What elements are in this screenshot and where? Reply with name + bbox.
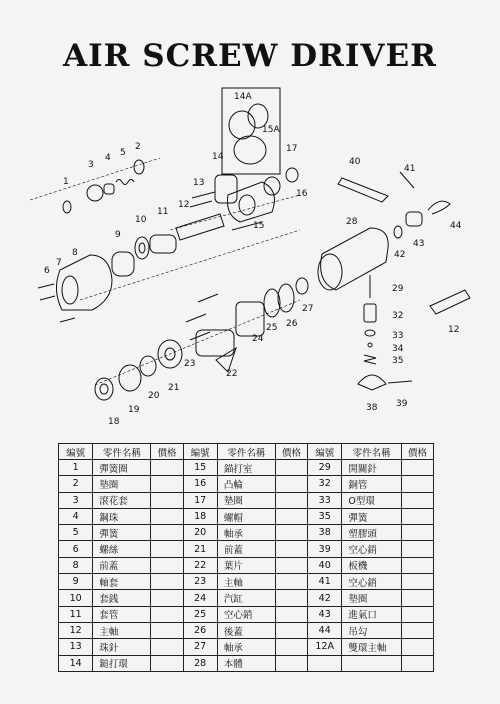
part-no: 38 [308, 525, 342, 541]
callout-5: 5 [120, 148, 126, 158]
part-name: 雙環主軸 [342, 639, 402, 655]
part-price [401, 476, 433, 492]
part-name: 吊勾 [342, 622, 402, 638]
part-name: 開關針 [342, 460, 402, 476]
part-name: 空心銷 [342, 574, 402, 590]
part-price [151, 460, 183, 476]
part-name: 汽缸 [217, 590, 275, 606]
part-name: 套管 [93, 606, 151, 622]
part-no: 3 [59, 492, 93, 508]
part-name [342, 655, 402, 671]
callout-42: 42 [394, 250, 406, 260]
callout-34: 34 [392, 344, 404, 354]
part-name: 鎚打環 [93, 655, 151, 671]
part-name: 軸套 [93, 574, 151, 590]
callout-25: 25 [266, 323, 278, 333]
callout-14: 14 [212, 152, 224, 162]
part-14 [215, 175, 237, 203]
part-no: 35 [308, 508, 342, 524]
callout-40: 40 [349, 157, 361, 167]
part-17 [286, 168, 298, 182]
part-price [276, 525, 308, 541]
callout-26: 26 [286, 319, 298, 329]
callout-11: 11 [157, 207, 169, 217]
callout-12: 12 [178, 200, 190, 210]
part-20 [140, 356, 156, 376]
header-price-2: 價格 [276, 444, 308, 460]
part-name: 板機 [342, 557, 402, 573]
part-12 [176, 214, 224, 240]
part-price [151, 655, 183, 671]
part-name: O型環 [342, 492, 402, 508]
callout-27: 27 [302, 304, 314, 314]
callout-35: 35 [392, 356, 404, 366]
part-price [401, 590, 433, 606]
callout-13: 13 [193, 178, 205, 188]
part-no: 17 [183, 492, 217, 508]
part-12-right [430, 290, 470, 314]
part-no: 20 [183, 525, 217, 541]
part-no: 40 [308, 557, 342, 573]
part-no: 28 [183, 655, 217, 671]
part-35 [364, 355, 376, 364]
part-price [151, 590, 183, 606]
part-price [401, 460, 433, 476]
part-price [151, 574, 183, 590]
callout-17: 17 [286, 144, 298, 154]
callout-44: 44 [450, 221, 462, 231]
part-name: 銅管 [342, 476, 402, 492]
part-price [401, 622, 433, 638]
callout-15a: 15A [262, 125, 280, 135]
part-name: 螺帽 [217, 508, 275, 524]
part-no [308, 655, 342, 671]
header-name-3: 零件名稱 [342, 444, 402, 460]
table-row [59, 574, 434, 590]
callout-43: 43 [413, 239, 425, 249]
part-no: 13 [59, 639, 93, 655]
part-no: 5 [59, 525, 93, 541]
table-row [59, 508, 434, 524]
part-39 [388, 381, 412, 383]
callout-24: 24 [252, 334, 264, 344]
part-price [276, 460, 308, 476]
part-no: 44 [308, 622, 342, 638]
part-26 [278, 284, 294, 312]
part-10 [135, 237, 149, 259]
table-row [59, 655, 434, 671]
part-no: 33 [308, 492, 342, 508]
part-no: 22 [183, 557, 217, 573]
part-4 [104, 184, 114, 194]
part-no: 32 [308, 476, 342, 492]
part-price [276, 590, 308, 606]
part-name: 墊圈 [217, 492, 275, 508]
part-name: 主軸 [93, 622, 151, 638]
part-price [401, 557, 433, 573]
part-price [401, 574, 433, 590]
part-price [401, 508, 433, 524]
part-19 [119, 365, 141, 391]
callout-33: 33 [392, 331, 404, 341]
part-no: 43 [308, 606, 342, 622]
part-42 [394, 226, 402, 238]
header-no-3: 編號 [308, 444, 342, 460]
part-18 [95, 378, 113, 400]
part-price [151, 508, 183, 524]
part-no: 11 [59, 606, 93, 622]
part-price [151, 639, 183, 655]
part-name: 墊圈 [342, 590, 402, 606]
part-no: 41 [308, 574, 342, 590]
part-no: 9 [59, 574, 93, 590]
part-no: 24 [183, 590, 217, 606]
part-no: 16 [183, 476, 217, 492]
part-price [276, 606, 308, 622]
part-no: 10 [59, 590, 93, 606]
part-price [151, 492, 183, 508]
part-1 [63, 201, 71, 213]
part-33 [365, 330, 375, 336]
callout-41: 41 [404, 164, 416, 174]
table-row [59, 525, 434, 541]
part-name: 主軸 [217, 574, 275, 590]
callout-19: 19 [128, 405, 140, 415]
part-name: 空心銷 [342, 541, 402, 557]
part-no: 42 [308, 590, 342, 606]
header-no-1: 編號 [59, 444, 93, 460]
callout-23: 23 [184, 359, 196, 369]
callout-3: 3 [88, 160, 94, 170]
part-no: 2 [59, 476, 93, 492]
part-name: 塑膠頭 [342, 525, 402, 541]
table-header-row [59, 444, 434, 460]
part-34 [368, 343, 372, 347]
part-price [151, 622, 183, 638]
part-16 [264, 177, 280, 195]
callout-28: 28 [346, 217, 358, 227]
callout-22: 22 [226, 369, 238, 379]
table-row [59, 460, 434, 476]
part-price [401, 639, 433, 655]
callout-7: 7 [56, 258, 62, 268]
callout-2: 2 [135, 142, 141, 152]
part-price [276, 639, 308, 655]
part-no: 18 [183, 508, 217, 524]
part-price [276, 492, 308, 508]
part-price [151, 557, 183, 573]
part-9 [112, 252, 134, 276]
part-name: 葉片 [217, 557, 275, 573]
part-price [276, 476, 308, 492]
part-price [151, 541, 183, 557]
callout-15: 15 [253, 221, 265, 231]
callout-1: 1 [63, 177, 69, 187]
header-price-1: 價格 [151, 444, 183, 460]
part-name: 珠針 [93, 639, 151, 655]
part-name: 軸承 [217, 639, 275, 655]
part-name: 彈簧 [342, 508, 402, 524]
part-no: 25 [183, 606, 217, 622]
part-no: 29 [308, 460, 342, 476]
part-price [276, 508, 308, 524]
part-28 [321, 228, 389, 290]
callout-32: 32 [392, 311, 404, 321]
part-no: 4 [59, 508, 93, 524]
part-no: 14 [59, 655, 93, 671]
part-name: 前蓋 [93, 557, 151, 573]
callout-16: 16 [296, 189, 308, 199]
part-32 [364, 304, 376, 322]
part-price [276, 574, 308, 590]
part-5 [116, 180, 134, 185]
part-price [401, 525, 433, 541]
part-price [276, 557, 308, 573]
part-no: 15 [183, 460, 217, 476]
callout-labels [44, 92, 462, 427]
part-name: 進氣口 [342, 606, 402, 622]
table-row [59, 557, 434, 573]
header-name-2: 零件名稱 [217, 444, 275, 460]
callout-18: 18 [108, 417, 120, 427]
callout-8: 8 [72, 248, 78, 258]
part-name: 螺絲 [93, 541, 151, 557]
part-25 [264, 289, 280, 317]
callout-6: 6 [44, 266, 50, 276]
callout-29: 29 [392, 284, 404, 294]
part-price [401, 655, 433, 671]
part-price [151, 476, 183, 492]
part-40 [338, 178, 388, 202]
part-no: 6 [59, 541, 93, 557]
callout-21: 21 [168, 383, 180, 393]
callout-14a: 14A [234, 92, 252, 102]
part-name: 錨打室 [217, 460, 275, 476]
part-name: 本體 [217, 655, 275, 671]
part-no: 1 [59, 460, 93, 476]
part-2 [134, 160, 144, 174]
part-43 [406, 212, 422, 226]
part-name: 滾花套 [93, 492, 151, 508]
part-no: 23 [183, 574, 217, 590]
part-11 [150, 235, 176, 253]
exploded-parts-diagram [0, 75, 500, 440]
part-name: 套銭 [93, 590, 151, 606]
part-24 [236, 302, 264, 336]
part-3 [87, 185, 103, 201]
part-27 [296, 278, 308, 294]
part-name: 彈簧 [93, 525, 151, 541]
table-row [59, 639, 434, 655]
part-price [401, 541, 433, 557]
callout-38: 38 [366, 403, 378, 413]
table-row [59, 541, 434, 557]
part-no: 21 [183, 541, 217, 557]
part-no: 8 [59, 557, 93, 573]
callout-39: 39 [396, 399, 408, 409]
table-row [59, 590, 434, 606]
part-name: 鋼珠 [93, 508, 151, 524]
part-name: 彈簧圈 [93, 460, 151, 476]
part-no: 12A [308, 639, 342, 655]
parts-table [58, 443, 434, 672]
table-row [59, 476, 434, 492]
header-name-1: 零件名稱 [93, 444, 151, 460]
table-row [59, 492, 434, 508]
part-name: 墊圈 [93, 476, 151, 492]
part-name: 後蓋 [217, 622, 275, 638]
part-name: 軸承 [217, 525, 275, 541]
part-price [401, 492, 433, 508]
part-8 [56, 255, 112, 310]
part-price [276, 655, 308, 671]
part-name: 前蓋 [217, 541, 275, 557]
callout-4: 4 [105, 153, 111, 163]
header-no-2: 編號 [183, 444, 217, 460]
part-name: 空心銷 [217, 606, 275, 622]
table-row [59, 622, 434, 638]
table-row [59, 606, 434, 622]
part-44 [428, 201, 450, 214]
part-price [276, 541, 308, 557]
part-38 [358, 375, 386, 390]
callout-12-right: 12 [448, 325, 460, 335]
table-body [59, 460, 434, 672]
callout-10: 10 [135, 215, 147, 225]
page-title: AIR SCREW DRIVER [63, 38, 437, 74]
part-price [276, 622, 308, 638]
part-name: 凸輪 [217, 476, 275, 492]
part-no: 12 [59, 622, 93, 638]
part-price [151, 606, 183, 622]
part-no: 39 [308, 541, 342, 557]
part-no: 27 [183, 639, 217, 655]
part-price [401, 606, 433, 622]
header-price-3: 價格 [401, 444, 433, 460]
part-price [151, 525, 183, 541]
callout-9: 9 [115, 230, 121, 240]
callout-20: 20 [148, 391, 160, 401]
part-no: 26 [183, 622, 217, 638]
